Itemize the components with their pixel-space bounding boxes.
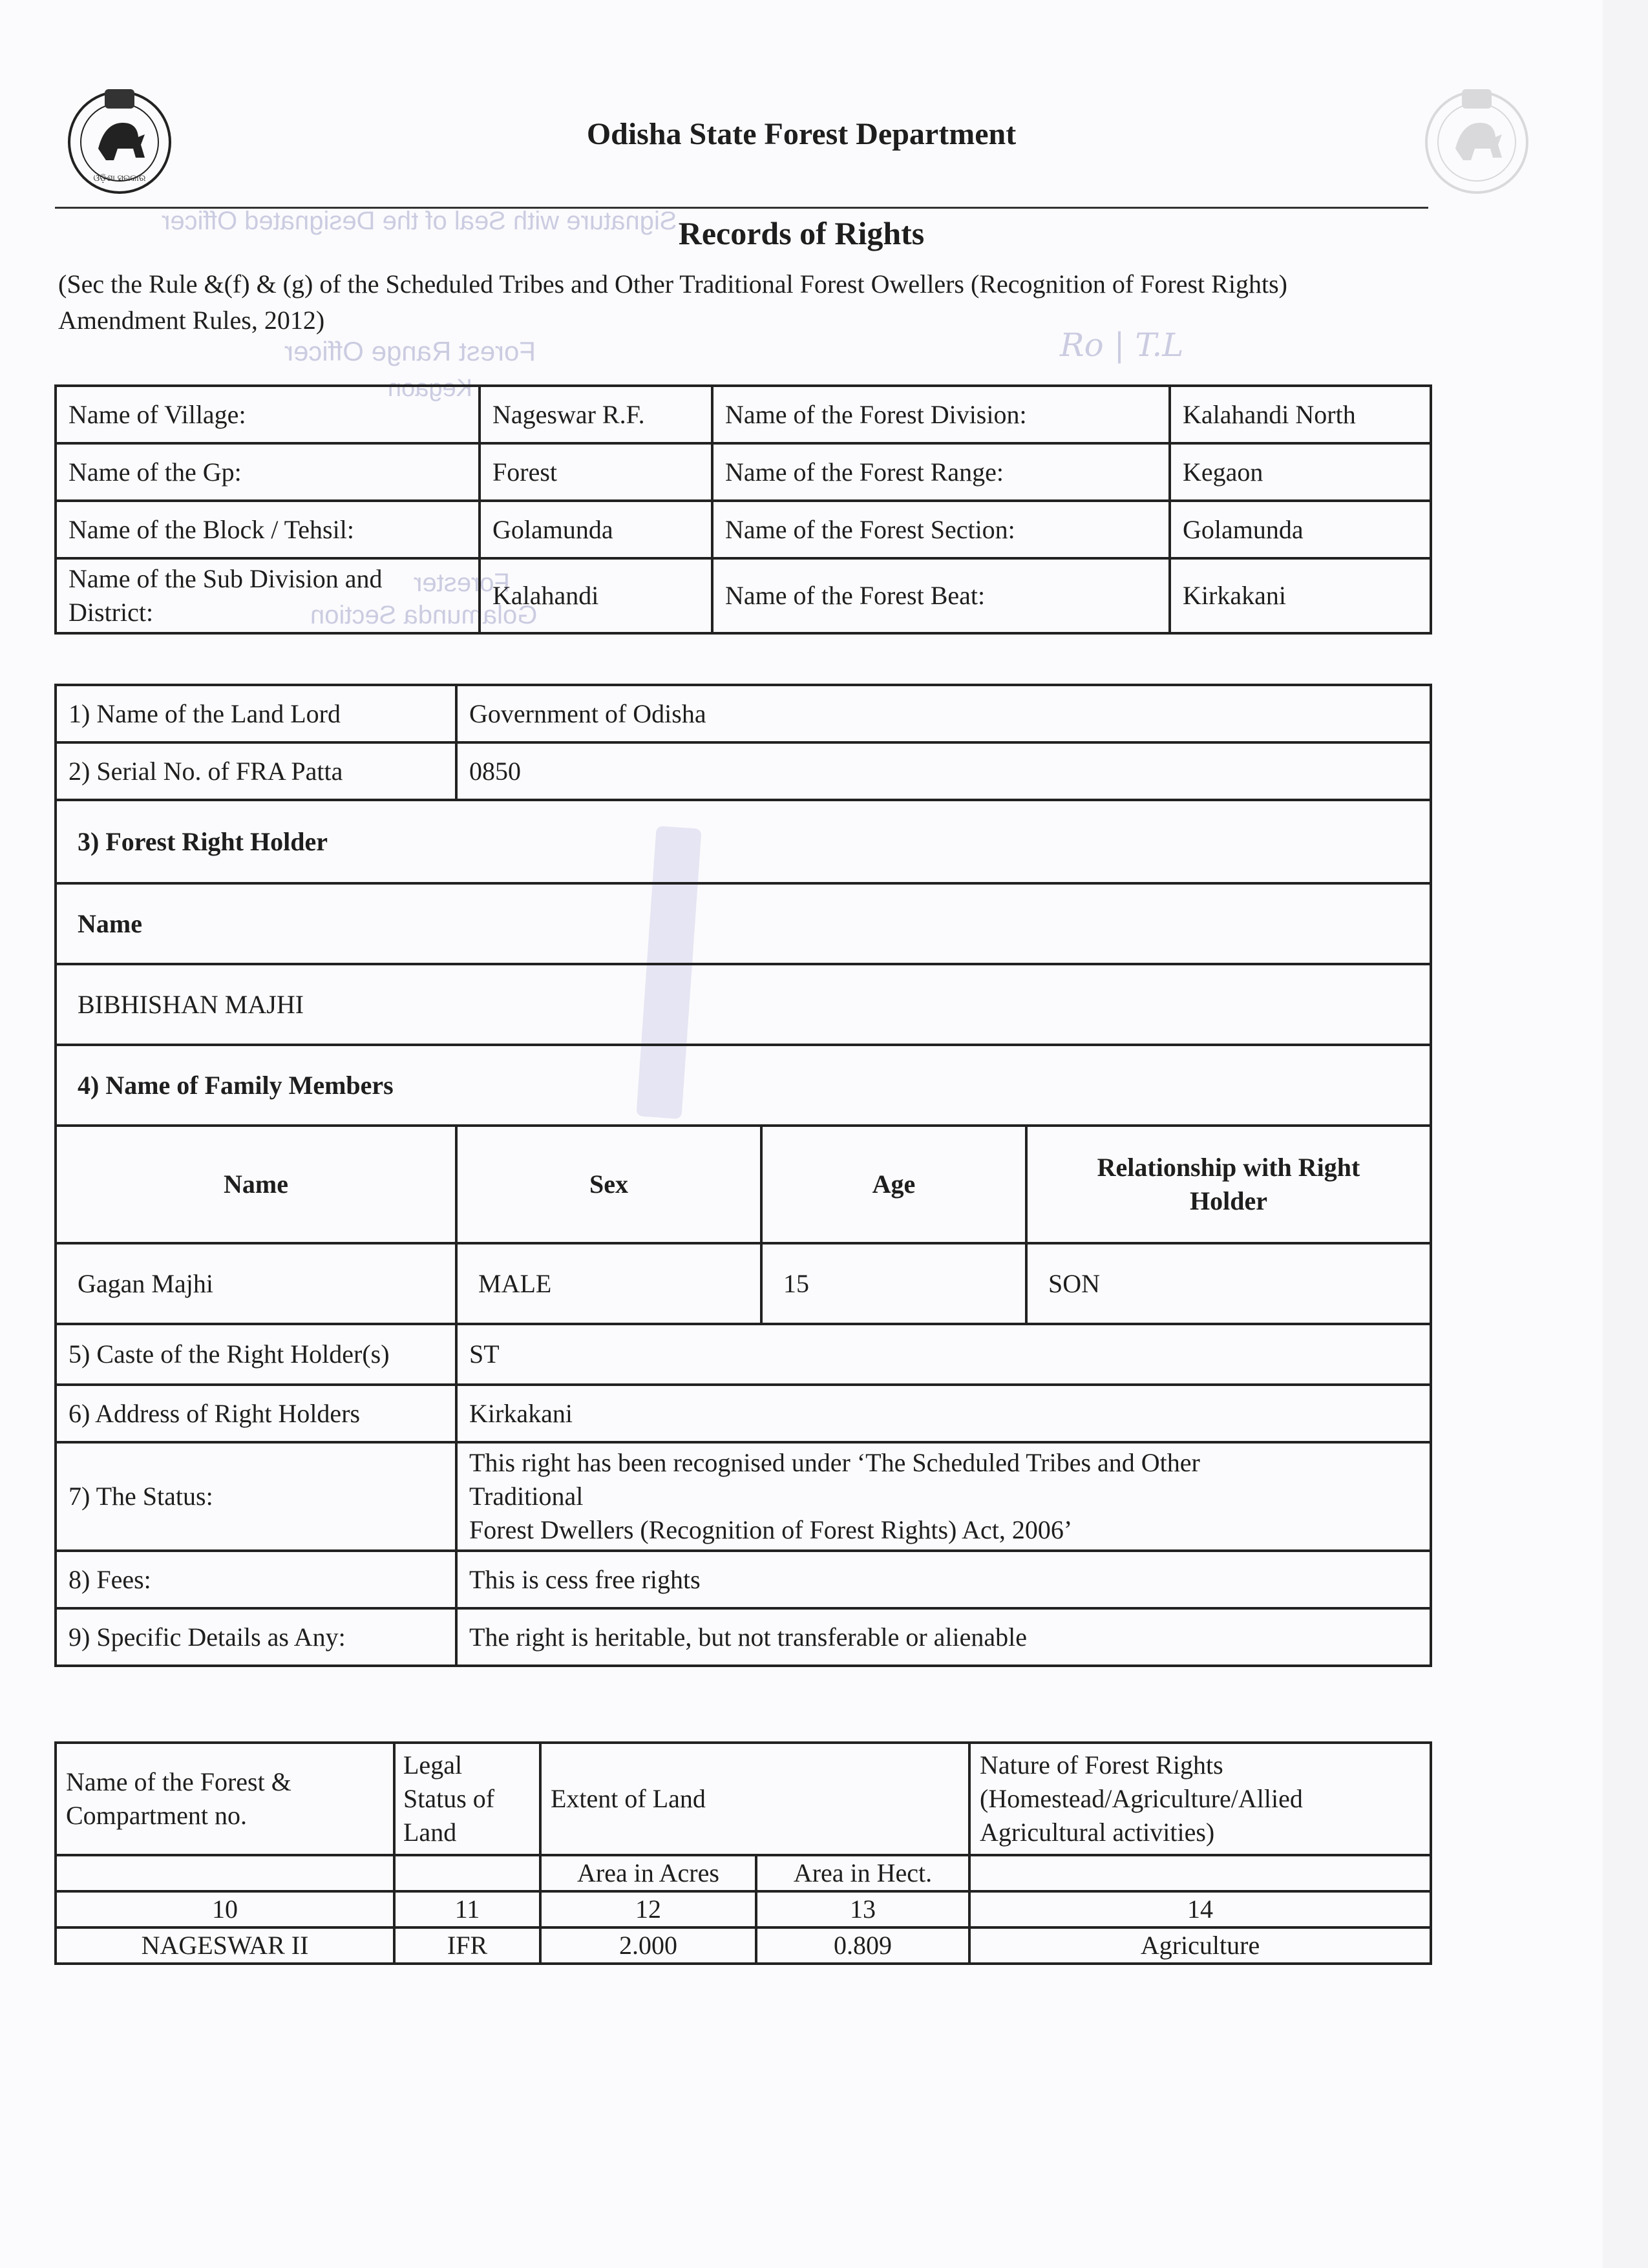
holder-name: BIBHISHAN MAJHI [56,964,1431,1045]
extent-of-land-header: Extent of Land [540,1743,969,1855]
forest-section-label: Name of the Forest Section: [712,501,1170,558]
specific-details-value: The right is heritable, but not transferable or alienable [456,1608,1431,1666]
record-row [56,1551,1431,1608]
empty-cell [394,1855,540,1891]
status-line: Traditional [469,1482,584,1511]
area-acres-header: Area in Acres [540,1855,756,1891]
column-number-row [56,1891,1431,1927]
location-row [56,386,1431,443]
column-number: 10 [56,1891,394,1927]
section-stamp: Golamunda Section [310,601,538,629]
forest-compartment-value: NAGESWAR II [56,1927,394,1964]
handwritten-note: Ro | T.L [1060,326,1184,364]
address-value: Kirkakani [456,1385,1431,1442]
column-number: 13 [756,1891,969,1927]
record-table [54,684,1432,1667]
forest-division-value: Kalahandi North [1170,386,1431,443]
status-value [456,1442,1431,1551]
column-number: 14 [969,1891,1431,1927]
forest-beat-value: Kirkakani [1170,558,1431,633]
address-label: 6) Address of Right Holders [56,1385,456,1442]
area-acres-value: 2.000 [540,1927,756,1964]
document-title: Records of Rights [678,215,925,251]
status-line: This right has been recognised under ‘The Scheduled Tribes and Other [469,1448,1200,1477]
gp-value: Forest [480,443,712,501]
specific-details-label: 9) Specific Details as Any: [56,1608,456,1666]
patta-serial-value: 0850 [456,742,1431,800]
family-col-sex: Sex [456,1126,761,1243]
record-row [56,1608,1431,1666]
fees-label: 8) Fees: [56,1551,456,1608]
land-subheader-row [56,1855,1431,1891]
family-col-age: Age [761,1126,1026,1243]
record-row [56,883,1431,964]
legal-status-header: Legal Status of Land [394,1743,540,1855]
record-row [56,800,1431,883]
record-row [56,685,1431,742]
subdivision-district-value: Kalahandi [480,558,712,633]
area-hect-value: 0.809 [756,1927,969,1964]
family-col-name: Name [56,1126,456,1243]
member-relationship: SON [1026,1243,1431,1324]
mirrored-signature-stamp: Signature with Seal of the Designated Officer [162,207,677,235]
forest-division-label: Name of the Forest Division: [712,386,1170,443]
land-lord-label: 1) Name of the Land Lord [56,685,456,742]
kegaon-stamp: Kegaon [388,375,473,402]
forest-range-label: Name of the Forest Range: [712,443,1170,501]
nature-of-rights-value: Agriculture [969,1927,1431,1964]
forest-compartment-header: Name of the Forest & Compartment no. [56,1743,394,1855]
record-row [56,1045,1431,1126]
record-row [56,964,1431,1045]
legal-status-value: IFR [394,1927,540,1964]
caste-value: ST [456,1324,1431,1385]
name-heading: Name [56,883,1431,964]
column-number: 11 [394,1891,540,1927]
land-header-row [56,1743,1431,1855]
patta-serial-label: 2) Serial No. of FRA Patta [56,742,456,800]
forester-stamp: Forester [414,569,510,597]
village-label: Name of Village: [56,386,480,443]
header-divider [55,207,1428,209]
record-row [56,1385,1431,1442]
family-member-row [56,1243,1431,1324]
land-data-row [56,1927,1431,1964]
record-row [56,1324,1431,1385]
record-row [56,1442,1431,1551]
record-row [56,742,1431,800]
preamble-text: (Sec the Rule &(f) & (g) of the Scheduled Tribes and Other Traditional Forest Owellers (Recognition of Forest Rights) Amendment Rules, 2012) [58,269,1287,335]
member-age: 15 [761,1243,1026,1324]
forest-range-value: Kegaon [1170,443,1431,501]
land-table [54,1741,1432,1965]
family-col-relationship: Relationship with Right Holder [1026,1126,1431,1243]
department-title: Odisha State Forest Department [586,117,1017,151]
column-number: 12 [540,1891,756,1927]
svg-text:ଓଡ଼ିଶା ସରକାର: ଓଡ଼ିଶା ସରକାର [93,174,146,184]
family-header-row [56,1126,1431,1243]
nature-of-rights-header: Nature of Forest Rights (Homestead/Agriculture/Allied Agricultural activities) [969,1743,1431,1855]
land-lord-value: Government of Odisha [456,685,1431,742]
block-tehsil-label: Name of the Block / Tehsil: [56,501,480,558]
area-hect-header: Area in Hect. [756,1855,969,1891]
village-value: Nageswar R.F. [480,386,712,443]
member-name: Gagan Majhi [56,1243,456,1324]
right-holder-heading: 3) Forest Right Holder [56,800,1431,883]
forest-section-value: Golamunda [1170,501,1431,558]
location-table [54,384,1432,635]
fees-value: This is cess free rights [456,1551,1431,1608]
status-label: 7) The Status: [56,1442,456,1551]
forest-beat-label: Name of the Forest Beat: [712,558,1170,633]
location-row [56,558,1431,633]
empty-cell [56,1855,394,1891]
caste-label: 5) Caste of the Right Holder(s) [56,1324,456,1385]
family-heading: 4) Name of Family Members [56,1045,1431,1126]
range-officer-stamp: Forest Range Officer [284,336,536,366]
subdivision-district-label: Name of the Sub Division and District: [56,558,480,633]
member-sex: MALE [456,1243,761,1324]
location-row [56,501,1431,558]
gp-label: Name of the Gp: [56,443,480,501]
status-line: Forest Dwellers (Recognition of Forest Rights) Act, 2006’ [469,1515,1073,1544]
empty-cell [969,1855,1431,1891]
block-tehsil-value: Golamunda [480,501,712,558]
location-row [56,443,1431,501]
